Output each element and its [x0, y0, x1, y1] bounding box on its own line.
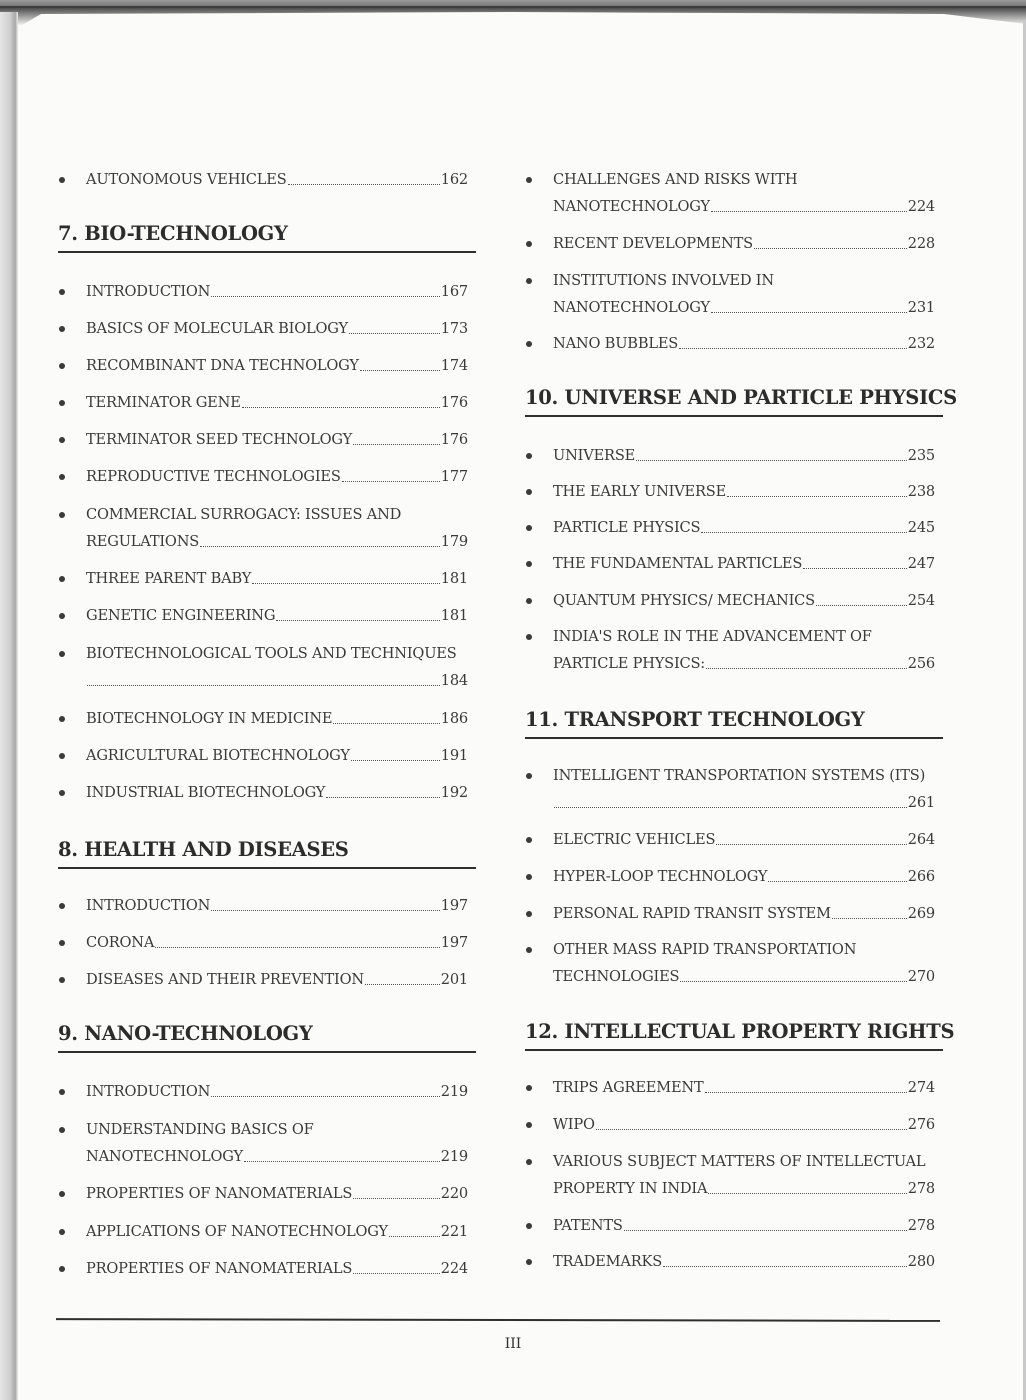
toc-entry[interactable] — [58, 389, 468, 416]
entry-title: TECHNOLOGIES — [553, 968, 680, 985]
entry-title: TERMINATOR GENE — [86, 394, 241, 411]
entry-page-number: 197 — [440, 897, 468, 914]
entry-title-line: INTELLIGENT TRANSPORTATION SYSTEMS (ITS) — [553, 767, 926, 784]
dot-leader — [276, 619, 439, 621]
bullet-icon — [526, 278, 532, 284]
entry-title: PARTICLE PHYSICS — [553, 519, 701, 536]
dot-leader — [389, 1235, 440, 1237]
toc-entry[interactable] — [525, 826, 935, 853]
dot-leader — [353, 443, 440, 445]
dot-leader — [803, 567, 907, 569]
entry-title: TRIPS AGREEMENT — [553, 1079, 704, 1096]
dot-leader — [365, 983, 440, 985]
bullet-icon — [526, 598, 532, 604]
entry-title: AUTONOMOUS VEHICLES — [86, 171, 287, 188]
dot-leader — [636, 459, 907, 461]
toc-entry[interactable] — [525, 514, 935, 541]
entry-page-number: 162 — [440, 171, 468, 188]
entry-title: PROPERTIES OF NANOMATERIALS — [86, 1260, 353, 1277]
entry-title: INDUSTRIAL BIOTECHNOLOGY — [86, 784, 326, 801]
dot-leader — [87, 684, 440, 686]
entry-title: BIOTECHNOLOGY IN MEDICINE — [86, 710, 333, 727]
bullet-icon — [526, 634, 532, 640]
toc-entry[interactable] — [58, 1116, 468, 1170]
page-curl-shadow — [0, 6, 1026, 26]
entry-title: NANOTECHNOLOGY — [553, 299, 710, 316]
toc-entry[interactable] — [525, 1074, 935, 1101]
entry-title-line: UNDERSTANDING BASICS OF — [86, 1121, 314, 1138]
entry-page-number: 186 — [440, 710, 468, 727]
toc-entry[interactable] — [58, 1078, 468, 1105]
entry-page-number: 232 — [907, 335, 935, 352]
entry-page-number: 181 — [440, 607, 468, 624]
entry-page-number: 254 — [907, 592, 935, 609]
entry-title: PERSONAL RAPID TRANSIT SYSTEM — [553, 905, 831, 922]
bullet-icon — [526, 874, 532, 880]
entry-title: PROPERTIES OF NANOMATERIALS — [86, 1185, 353, 1202]
entry-title: AGRICULTURAL BIOTECHNOLOGY — [86, 747, 350, 764]
entry-page-number: 219 — [440, 1083, 468, 1100]
bullet-icon — [59, 651, 65, 657]
entry-page-number: 270 — [907, 968, 935, 985]
toc-entry[interactable] — [58, 565, 468, 592]
toc-entry[interactable] — [58, 929, 468, 956]
entry-page-number: 201 — [440, 971, 468, 988]
bullet-icon — [59, 437, 65, 443]
bullet-icon — [59, 940, 65, 946]
toc-entry[interactable] — [525, 762, 935, 816]
dot-leader — [816, 604, 907, 606]
toc-entry[interactable] — [525, 550, 935, 577]
dot-leader — [680, 980, 906, 982]
bullet-icon — [59, 1266, 65, 1272]
entry-page-number: 238 — [907, 483, 935, 500]
entry-title: REGULATIONS — [86, 533, 200, 550]
entry-page-number: 224 — [907, 198, 935, 215]
dot-leader — [351, 759, 440, 761]
dot-leader — [754, 247, 907, 249]
entry-page-number: 278 — [907, 1217, 935, 1234]
toc-entry[interactable] — [58, 779, 468, 806]
toc-entry[interactable] — [58, 966, 468, 993]
bullet-icon — [526, 947, 532, 953]
section-heading-10-universe-and-particle-physics: 10. UNIVERSE AND PARTICLE PHYSICS — [525, 386, 943, 417]
entry-title: INTRODUCTION — [86, 1083, 211, 1100]
entry-page-number: 174 — [440, 357, 468, 374]
bullet-icon — [59, 474, 65, 480]
dot-leader — [288, 183, 440, 185]
toc-entry[interactable] — [525, 1248, 935, 1275]
entry-title: GENETIC ENGINEERING — [86, 607, 276, 624]
bullet-icon — [526, 773, 532, 779]
entry-page-number: 184 — [440, 672, 468, 689]
entry-page-number: 280 — [907, 1253, 935, 1270]
entry-page-number: 219 — [440, 1148, 468, 1165]
bullet-icon — [526, 177, 532, 183]
bullet-icon — [59, 1127, 65, 1133]
dot-leader — [360, 369, 440, 371]
entry-title-line: VARIOUS SUBJECT MATTERS OF INTELLECTUAL — [553, 1153, 926, 1170]
entry-page-number: 278 — [907, 1180, 935, 1197]
entry-title-line: OTHER MASS RAPID TRANSPORTATION — [553, 941, 857, 958]
entry-title: DISEASES AND THEIR PREVENTION — [86, 971, 364, 988]
entry-title-line: BIOTECHNOLOGICAL TOOLS AND TECHNIQUES — [86, 645, 457, 662]
dot-leader — [211, 295, 440, 297]
entry-page-number: 224 — [440, 1260, 468, 1277]
dot-leader — [353, 1272, 440, 1274]
bullet-icon — [59, 289, 65, 295]
entry-page-number: 167 — [440, 283, 468, 300]
dot-leader — [244, 1160, 440, 1162]
entry-title: PATENTS — [553, 1217, 623, 1234]
entry-title-line: CHALLENGES AND RISKS WITH — [553, 171, 798, 188]
entry-title: BASICS OF MOLECULAR BIOLOGY — [86, 320, 348, 337]
dot-leader — [211, 1095, 440, 1097]
bullet-icon — [526, 837, 532, 843]
entry-page-number: 256 — [907, 655, 935, 672]
toc-entry[interactable] — [525, 1212, 935, 1239]
bullet-icon — [526, 1223, 532, 1229]
toc-entry[interactable] — [58, 501, 468, 555]
entry-page-number: 173 — [440, 320, 468, 337]
entry-page-number: 269 — [907, 905, 935, 922]
toc-entry[interactable] — [525, 442, 935, 469]
entry-title: THREE PARENT BABY — [86, 570, 252, 587]
toc-entry[interactable] — [58, 1218, 468, 1245]
entry-title: NANOTECHNOLOGY — [553, 198, 710, 215]
bullet-icon — [59, 1191, 65, 1197]
entry-page-number: 261 — [907, 794, 935, 811]
book-spine-shadow — [0, 12, 18, 1400]
entry-title: REPRODUCTIVE TECHNOLOGIES — [86, 468, 341, 485]
bullet-icon — [59, 512, 65, 518]
bullet-icon — [526, 453, 532, 459]
toc-entry[interactable] — [525, 587, 935, 614]
entry-title: RECOMBINANT DNA TECHNOLOGY — [86, 357, 359, 374]
entry-title: INTRODUCTION — [86, 283, 211, 300]
entry-title: THE EARLY UNIVERSE — [553, 483, 727, 500]
bullet-icon — [59, 1089, 65, 1095]
entry-page-number: 228 — [907, 235, 935, 252]
toc-entry[interactable] — [58, 1180, 468, 1207]
toc-entry[interactable] — [525, 863, 935, 890]
entry-page-number: 176 — [440, 394, 468, 411]
footer-rule — [56, 1318, 940, 1322]
entry-title: PROPERTY IN INDIA — [553, 1180, 708, 1197]
bullet-icon — [59, 177, 65, 183]
bullet-icon — [526, 561, 532, 567]
entry-title: WIPO — [553, 1116, 595, 1133]
toc-entry[interactable] — [58, 602, 468, 629]
dot-leader — [200, 545, 440, 547]
bullet-icon — [59, 363, 65, 369]
section-heading-7-bio-technology: 7. BIO-TECHNOLOGY — [58, 222, 476, 253]
dot-leader — [727, 495, 907, 497]
entry-title: APPLICATIONS OF NANOTECHNOLOGY — [86, 1223, 388, 1240]
bullet-icon — [526, 1085, 532, 1091]
dot-leader — [701, 531, 906, 533]
entry-title-line: COMMERCIAL SURROGACY: ISSUES AND — [86, 506, 402, 523]
entry-page-number: 235 — [907, 447, 935, 464]
toc-entry[interactable] — [58, 742, 468, 769]
dot-leader — [349, 332, 440, 334]
entry-title: CORONA — [86, 934, 155, 951]
toc-entry[interactable] — [58, 705, 468, 732]
bullet-icon — [59, 753, 65, 759]
dot-leader — [155, 946, 440, 948]
dot-leader — [716, 843, 906, 845]
entry-title: HYPER-LOOP TECHNOLOGY — [553, 868, 768, 885]
entry-page-number: 191 — [440, 747, 468, 764]
bullet-icon — [59, 790, 65, 796]
toc-entry[interactable] — [525, 478, 935, 505]
entry-page-number: 181 — [440, 570, 468, 587]
toc-entry[interactable] — [58, 315, 468, 342]
bullet-icon — [59, 1229, 65, 1235]
entry-title: PARTICLE PHYSICS: — [553, 655, 706, 672]
bullet-icon — [526, 1122, 532, 1128]
toc-entry[interactable] — [525, 267, 935, 321]
dot-leader — [679, 347, 907, 349]
dot-leader — [353, 1197, 440, 1199]
dot-leader — [326, 796, 439, 798]
entry-title: QUANTUM PHYSICS/ MECHANICS — [553, 592, 815, 609]
entry-page-number: 221 — [440, 1223, 468, 1240]
toc-entry[interactable] — [525, 936, 935, 990]
entry-page-number: 179 — [440, 533, 468, 550]
dot-leader — [333, 722, 439, 724]
toc-entry[interactable] — [525, 900, 935, 927]
entry-title: TRADEMARKS — [553, 1253, 662, 1270]
toc-entry[interactable] — [58, 1255, 468, 1282]
bullet-icon — [526, 911, 532, 917]
entry-title: THE FUNDAMENTAL PARTICLES — [553, 555, 803, 572]
bullet-icon — [526, 489, 532, 495]
dot-leader — [596, 1128, 907, 1130]
dot-leader — [768, 880, 906, 882]
entry-title: NANOTECHNOLOGY — [86, 1148, 243, 1165]
section-heading-8-health-and-diseases: 8. HEALTH AND DISEASES — [58, 838, 476, 869]
toc-entry[interactable] — [58, 278, 468, 305]
toc-entry[interactable] — [525, 1148, 935, 1202]
toc-entry[interactable] — [525, 1111, 935, 1138]
toc-entry[interactable] — [525, 623, 935, 677]
dot-leader — [252, 582, 440, 584]
toc-entry[interactable] — [525, 330, 935, 357]
dot-leader — [554, 806, 907, 808]
entry-title: ELECTRIC VEHICLES — [553, 831, 716, 848]
dot-leader — [711, 311, 907, 313]
dot-leader — [711, 210, 907, 212]
entry-page-number: 197 — [440, 934, 468, 951]
entry-page-number: 266 — [907, 868, 935, 885]
entry-page-number: 264 — [907, 831, 935, 848]
toc-entry[interactable] — [58, 640, 468, 694]
entry-page-number: 176 — [440, 431, 468, 448]
entry-title: RECENT DEVELOPMENTS — [553, 235, 753, 252]
dot-leader — [708, 1192, 906, 1194]
entry-title: TERMINATOR SEED TECHNOLOGY — [86, 431, 353, 448]
toc-entry[interactable] — [58, 426, 468, 453]
bullet-icon — [59, 400, 65, 406]
bullet-icon — [526, 1159, 532, 1165]
bullet-icon — [59, 576, 65, 582]
entry-page-number: 245 — [907, 519, 935, 536]
bullet-icon — [59, 326, 65, 332]
bullet-icon — [59, 903, 65, 909]
dot-leader — [705, 1091, 907, 1093]
bullet-icon — [59, 977, 65, 983]
dot-leader — [706, 667, 907, 669]
entry-page-number: 274 — [907, 1079, 935, 1096]
bullet-icon — [526, 341, 532, 347]
bullet-icon — [526, 525, 532, 531]
entry-page-number: 231 — [907, 299, 935, 316]
entry-page-number: 276 — [907, 1116, 935, 1133]
entry-page-number: 247 — [907, 555, 935, 572]
toc-entry[interactable] — [58, 352, 468, 379]
entry-title: INTRODUCTION — [86, 897, 211, 914]
bullet-icon — [59, 613, 65, 619]
entry-title-line: INDIA'S ROLE IN THE ADVANCEMENT OF — [553, 628, 872, 645]
toc-entry[interactable] — [58, 463, 468, 490]
bullet-icon — [526, 241, 532, 247]
entry-page-number: 192 — [440, 784, 468, 801]
toc-entry[interactable] — [58, 166, 468, 193]
page-number: III — [504, 1336, 522, 1352]
dot-leader — [624, 1229, 907, 1231]
toc-entry[interactable] — [525, 166, 935, 220]
toc-entry[interactable] — [58, 892, 468, 919]
section-heading-9-nano-technology: 9. NANO-TECHNOLOGY — [58, 1022, 476, 1053]
dot-leader — [242, 406, 440, 408]
dot-leader — [211, 909, 440, 911]
bullet-icon — [526, 1259, 532, 1265]
dot-leader — [663, 1265, 907, 1267]
entry-page-number: 220 — [440, 1185, 468, 1202]
dot-leader — [832, 917, 907, 919]
entry-title: NANO BUBBLES — [553, 335, 679, 352]
dot-leader — [342, 480, 440, 482]
section-heading-11-transport-technology: 11. TRANSPORT TECHNOLOGY — [525, 708, 943, 739]
section-heading-12-intellectual-property-rights: 12. INTELLECTUAL PROPERTY RIGHTS — [525, 1020, 943, 1051]
entry-page-number: 177 — [440, 468, 468, 485]
toc-entry[interactable] — [525, 230, 935, 257]
entry-title-line: INSTITUTIONS INVOLVED IN — [553, 272, 774, 289]
bullet-icon — [59, 716, 65, 722]
entry-title: UNIVERSE — [553, 447, 636, 464]
